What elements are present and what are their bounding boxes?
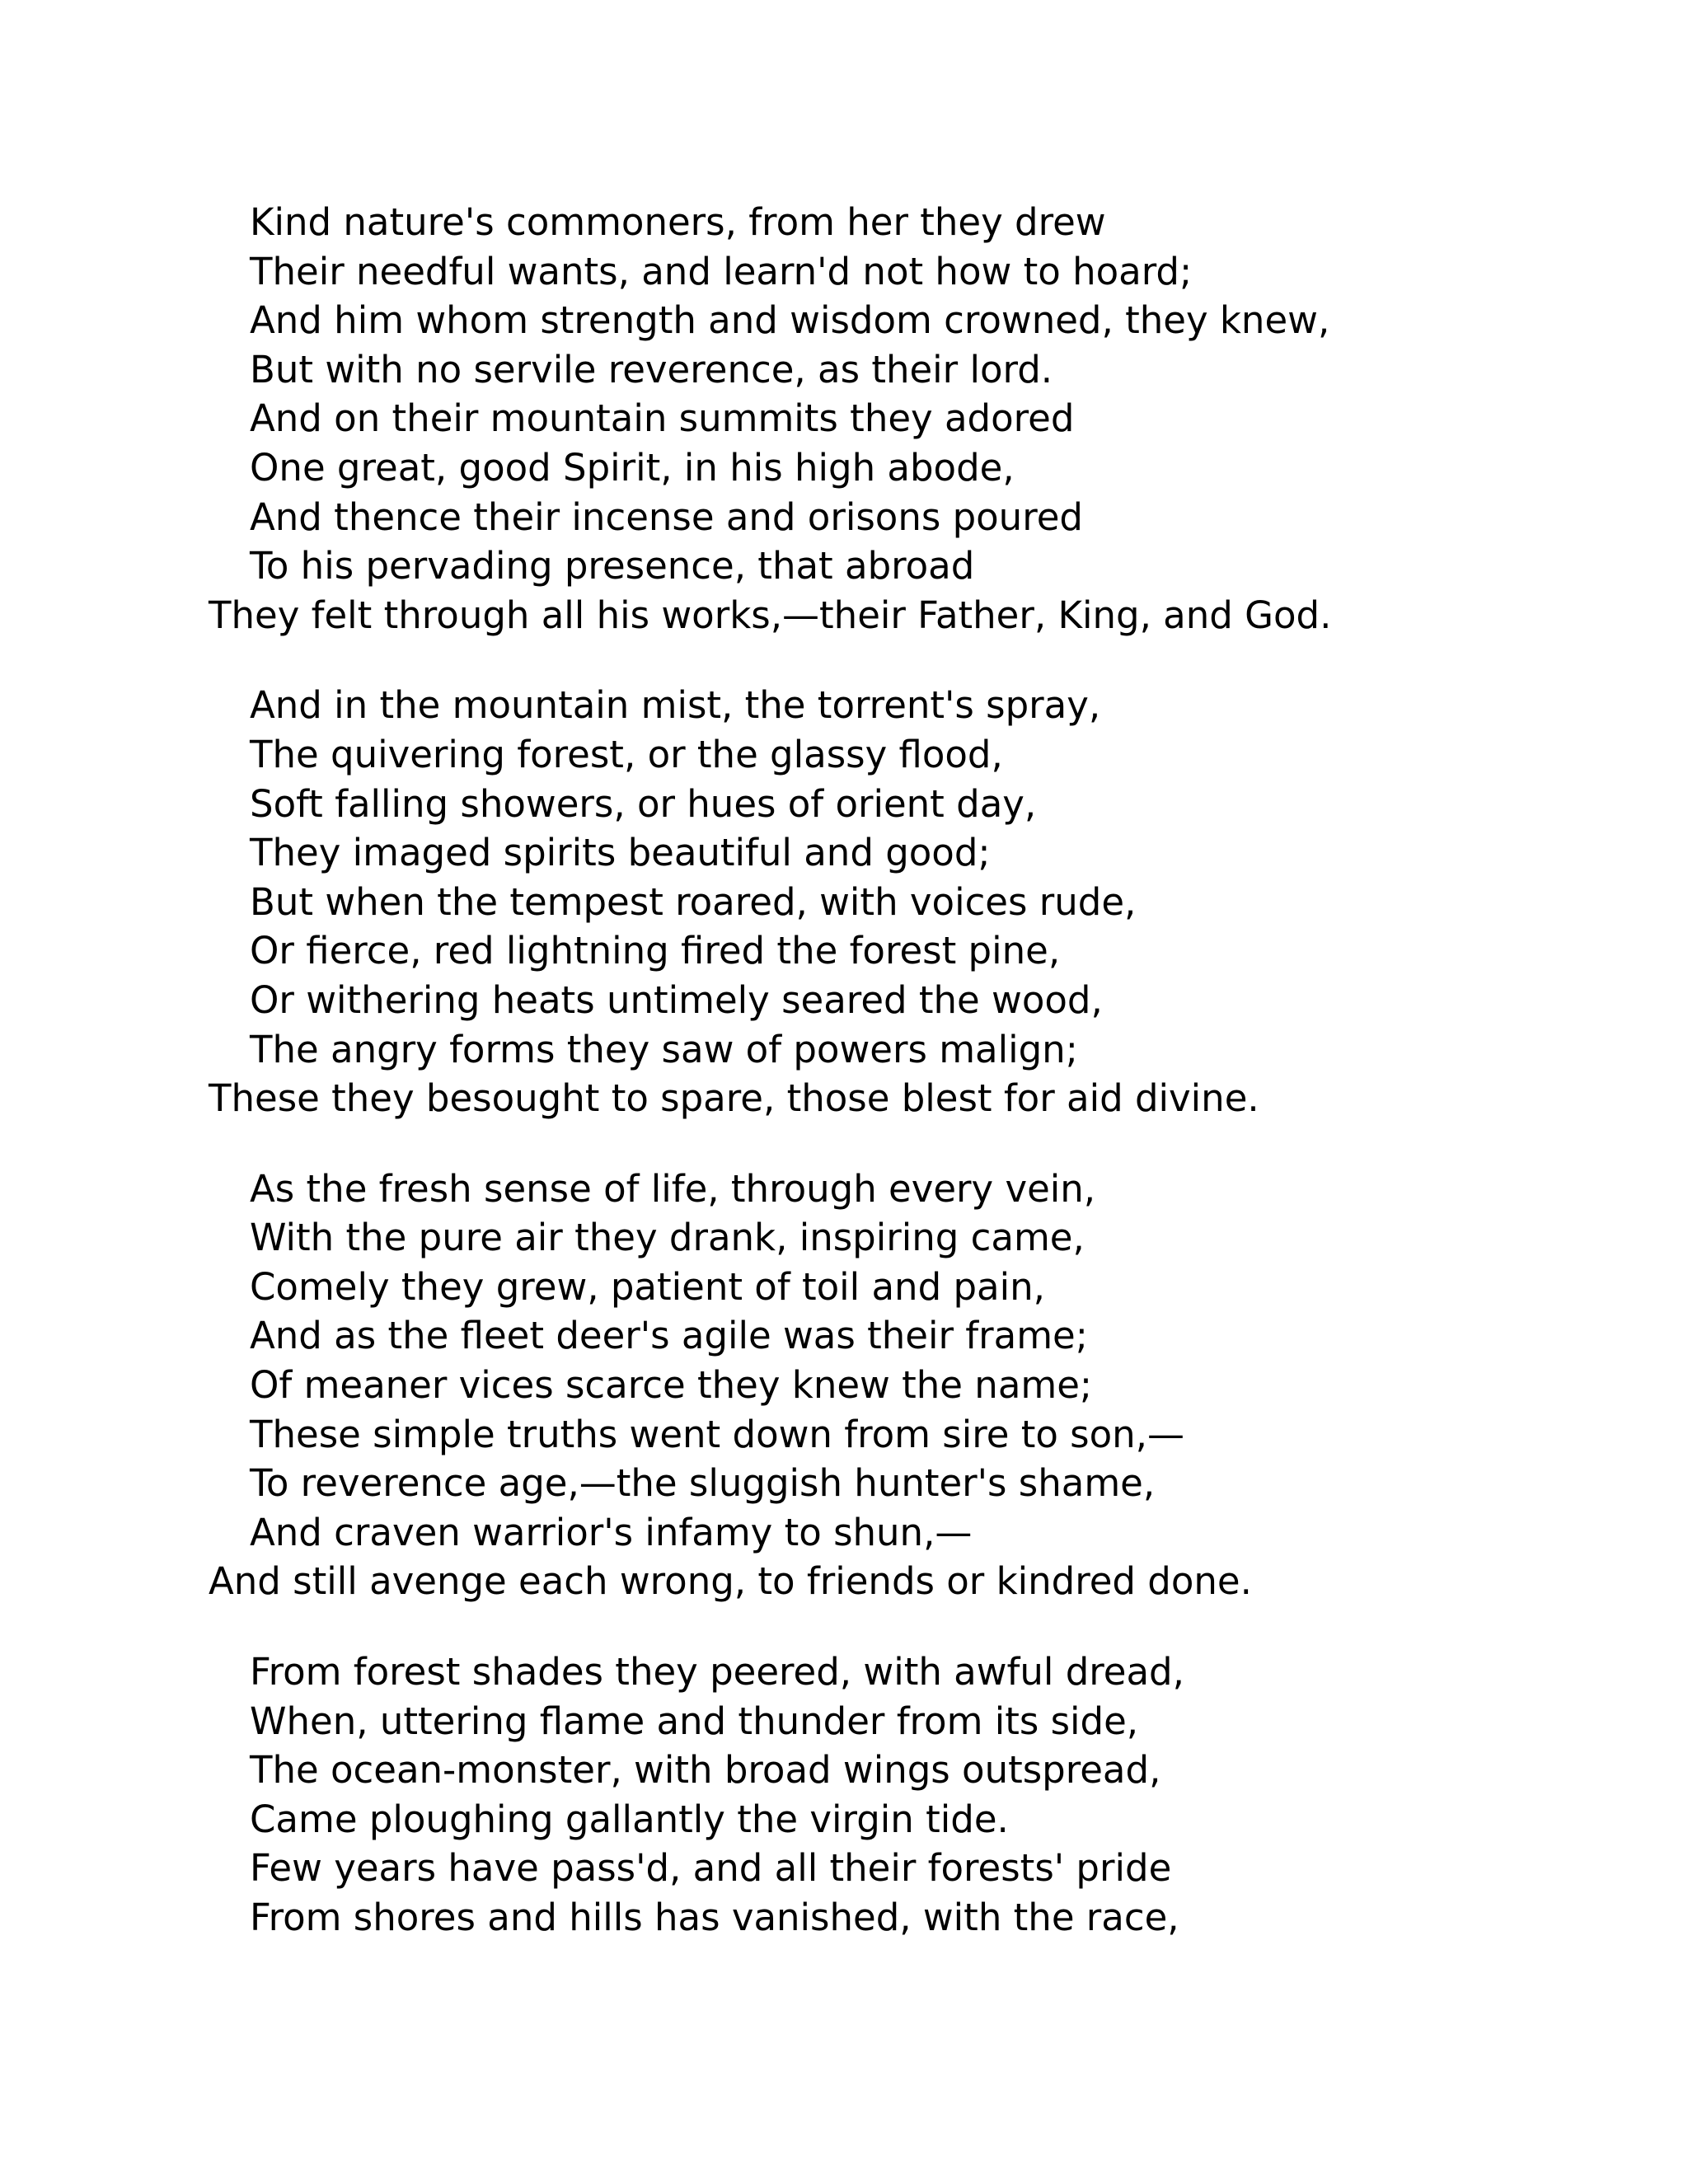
poem-line: But when the tempest roared, with voices rude, xyxy=(250,879,1137,924)
poem-line-final: They felt through all his works,—their Father, King, and God. xyxy=(209,593,1332,637)
poem-line: And as the fleet deer's agile was their frame; xyxy=(250,1314,1088,1358)
poem-line: When, uttering flame and thunder from its side, xyxy=(250,1699,1139,1743)
poem-line: Came ploughing gallantly the virgin tide. xyxy=(250,1797,1009,1841)
poem-line: And in the mountain mist, the torrent's spray, xyxy=(250,683,1101,728)
poem-line: Comely they grew, patient of toil and pain, xyxy=(250,1264,1045,1309)
stanza-3 xyxy=(209,1165,1568,1606)
poem-line: To reverence age,—the sluggish hunter's shame, xyxy=(250,1461,1156,1506)
poem-line: Soft falling showers, or hues of orient day, xyxy=(250,781,1037,826)
stanza-2 xyxy=(209,681,1568,1122)
poem-line: And him whom strength and wisdom crowned, they knew, xyxy=(250,298,1330,343)
poem-line: One great, good Spirit, in his high abode, xyxy=(250,445,1015,490)
poem-line: Their needful wants, and learn'd not how to hoard; xyxy=(250,249,1193,293)
poem-line: Or withering heats untimely seared the wood, xyxy=(250,977,1103,1022)
stanza-1 xyxy=(209,198,1568,640)
poem-line: To his pervading presence, that abroad xyxy=(250,544,975,588)
poem-line: These simple truths went down from sire to son,— xyxy=(250,1412,1184,1456)
poem-line: And on their mountain summits they adored xyxy=(250,396,1075,441)
poem-line: And thence their incense and orisons poured xyxy=(250,494,1083,539)
poem-line: But with no servile reverence, as their lord. xyxy=(250,347,1053,391)
poem-line: Or fierce, red lightning fired the forest pine, xyxy=(250,929,1061,973)
poem-line: The angry forms they saw of powers malign; xyxy=(250,1027,1078,1071)
poem-line: The ocean-monster, with broad wings outspread, xyxy=(250,1748,1161,1793)
poem-line: They imaged spirits beautiful and good; xyxy=(250,831,991,875)
poem-line-final: These they besought to spare, those blest for aid divine. xyxy=(209,1076,1259,1121)
poem-line: As the fresh sense of life, through every vein, xyxy=(250,1166,1096,1211)
poem-line: And craven warrior's infamy to shun,— xyxy=(250,1510,973,1554)
poem-line: The quivering forest, or the glassy flood, xyxy=(250,732,1003,776)
poem-line-final: And still avenge each wrong, to friends or kindred done. xyxy=(209,1559,1252,1604)
poem-line: Of meaner vices scarce they knew the name; xyxy=(250,1363,1093,1408)
poem-line: Few years have pass'd, and all their forests' pride xyxy=(250,1846,1172,1891)
poem-line: With the pure air they drank, inspiring came, xyxy=(250,1216,1085,1260)
poem-line: From forest shades they peered, with awful dread, xyxy=(250,1650,1184,1694)
poem-text xyxy=(209,198,1568,1943)
poem-line: From shores and hills has vanished, with the race, xyxy=(250,1896,1179,1939)
poem-line: Kind nature's commoners, from her they drew xyxy=(250,200,1106,244)
stanza-4 xyxy=(209,1647,1568,1943)
